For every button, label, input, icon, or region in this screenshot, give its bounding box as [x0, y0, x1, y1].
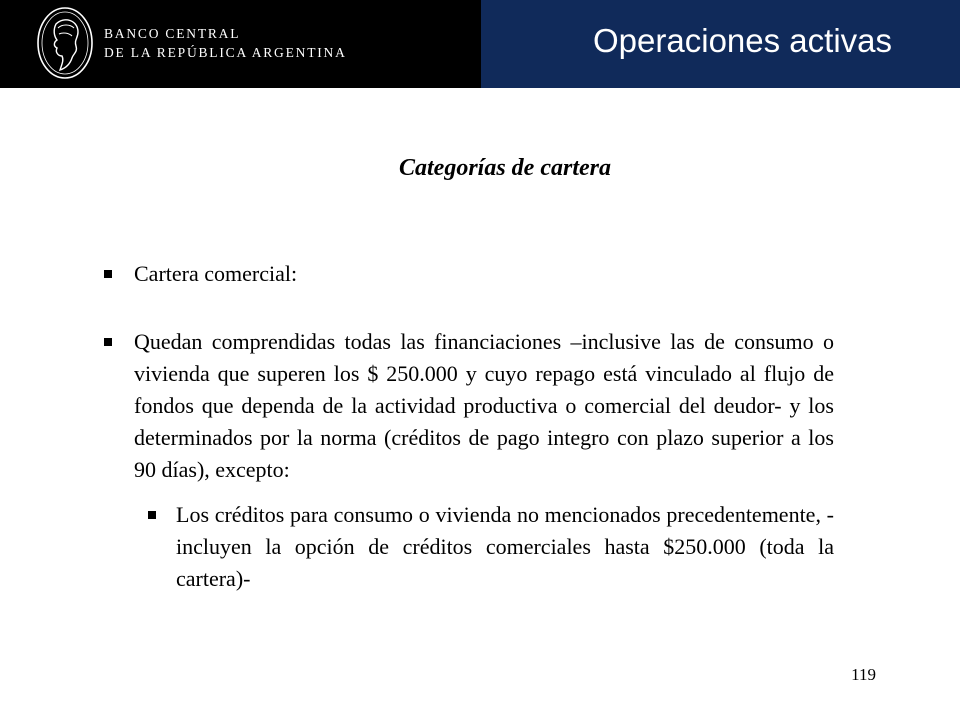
bank-name: [104, 24, 347, 62]
sub-bullet-text: Los créditos para consumo o vivienda no mencionados precedentemente, -incluyen la opción de créditos comerciales hasta $250.000 (toda la cartera)-: [176, 502, 834, 591]
sub-bullet-item: [176, 499, 834, 595]
page-number: 119: [851, 665, 876, 684]
header-brand-panel: [0, 0, 481, 88]
header-bar: [0, 0, 960, 88]
bank-emblem-icon: [36, 6, 94, 80]
section-subtitle: Categorías de cartera: [399, 155, 611, 181]
square-bullet-icon: [104, 270, 112, 278]
bullet-text: Quedan comprendidas todas las financiaciones –inclusive las de consumo o vivienda que superen los $ 250.000 y cuyo repago está vinculado al flujo de fondos que dependa de la actividad productiva o comercial del deudor- y los determinados por la norma (créditos de pago integro con plazo superior a los 90 días), excepto:: [134, 329, 834, 482]
slide-title: Operaciones activas: [593, 22, 892, 59]
bullet-item: [134, 326, 834, 486]
bullet-text: Cartera comercial:: [134, 261, 298, 286]
bank-name-line1: BANCO CENTRAL: [104, 26, 241, 41]
bank-name-line2: DE LA REPÚBLICA ARGENTINA: [104, 45, 347, 60]
square-bullet-icon: [148, 511, 156, 519]
square-bullet-icon: [104, 338, 112, 346]
bullet-item: [134, 258, 834, 290]
header-title-panel: [481, 0, 960, 88]
